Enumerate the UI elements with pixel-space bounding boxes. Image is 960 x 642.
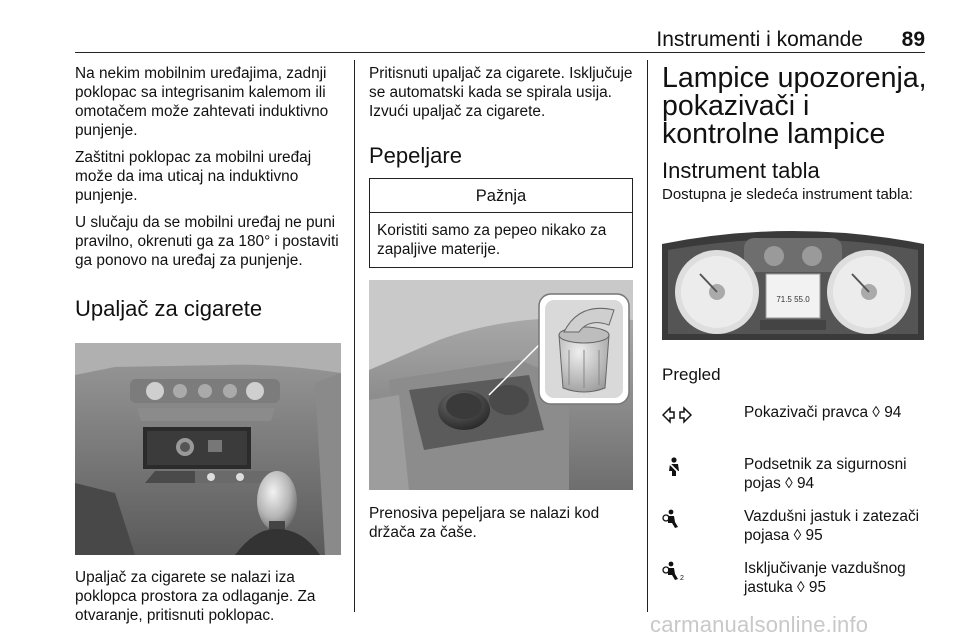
list-item bbox=[662, 403, 928, 455]
page-number: 89 bbox=[901, 28, 925, 51]
list-item bbox=[662, 455, 928, 507]
overview-list bbox=[662, 403, 928, 611]
heading-cigarette-lighter: Upaljač za cigarete bbox=[75, 296, 263, 321]
caution-box bbox=[369, 178, 633, 268]
item-text: Vazdušni jastuk i zatezači pojasa ◊ 95 bbox=[744, 508, 920, 544]
intro-instrument-panel: Dostupna je sledeća instrument tabla: bbox=[662, 186, 913, 203]
airbag-icon bbox=[662, 509, 692, 529]
paragraph-lighter-use: Pritisnuti upaljač za cigarete. Isključuje se automatski kada se spirala usija. Izvući upaljač za cigarete. bbox=[369, 65, 633, 120]
item-text: Podsetnik za sigurnosni pojas ◊ 94 bbox=[744, 456, 907, 492]
section-title: Lampice upozorenja, pokazivači i kontrolne lampice bbox=[662, 62, 927, 150]
subtitle-instrument-panel: Instrument tabla bbox=[662, 158, 820, 183]
turn-signal-icon bbox=[662, 405, 692, 425]
svg-text:2: 2 bbox=[680, 575, 684, 581]
cigarette-lighter-photo bbox=[75, 343, 341, 555]
svg-text:71.5 55.0: 71.5 55.0 bbox=[776, 295, 810, 304]
paragraph-protective-cover: Zaštitni poklopac za mobilni uređaj može da ima uticaj na induktivno punjenje. bbox=[75, 149, 312, 204]
item-text: Pokazivači pravca ◊ 94 bbox=[744, 404, 902, 421]
caution-title: Pažnja bbox=[370, 179, 632, 213]
column-2 bbox=[369, 64, 633, 542]
instrument-panel-image bbox=[662, 222, 924, 340]
paragraph-coil-cover: Na nekim mobilnim uređajima, zadnji poklopac sa integrisanim kalemom ili omotačem može zahtevati induktivno punjenje. bbox=[75, 65, 329, 139]
overview-heading: Pregled bbox=[662, 365, 721, 384]
heading-ashtrays: Pepeljare bbox=[369, 143, 462, 168]
column-divider-2 bbox=[647, 60, 648, 612]
caption-cigarette-lighter: Upaljač za cigarete se nalazi iza poklopca prostora za odlaganje. Za otvaranje, pritisnuti poklopac. bbox=[75, 569, 316, 624]
caution-text: Koristiti samo za pepeo nikako za zapaljive materije. bbox=[377, 222, 607, 258]
list-item bbox=[662, 507, 928, 559]
header-rule bbox=[75, 52, 925, 53]
ashtray-photo bbox=[369, 280, 633, 490]
paragraph-rotate-device: U slučaju da se mobilni uređaj ne puni pravilno, okrenuti ga za 180° i postaviti ga ponovo na uređaj za punjenje. bbox=[75, 214, 339, 269]
page-header bbox=[75, 28, 925, 52]
column-3 bbox=[662, 64, 928, 611]
airbag-off-icon bbox=[662, 561, 692, 581]
column-1 bbox=[75, 64, 341, 625]
watermark: carmanualsonline.info bbox=[650, 612, 869, 637]
seat-belt-icon bbox=[662, 457, 692, 477]
header-title: Instrumenti i komande bbox=[656, 28, 863, 51]
list-item bbox=[662, 559, 928, 611]
caption-ashtray: Prenosiva pepeljara se nalazi kod držača za čaše. bbox=[369, 505, 600, 541]
column-divider-1 bbox=[354, 60, 355, 612]
item-text: Isključivanje vazdušnog jastuka ◊ 95 bbox=[744, 560, 906, 596]
